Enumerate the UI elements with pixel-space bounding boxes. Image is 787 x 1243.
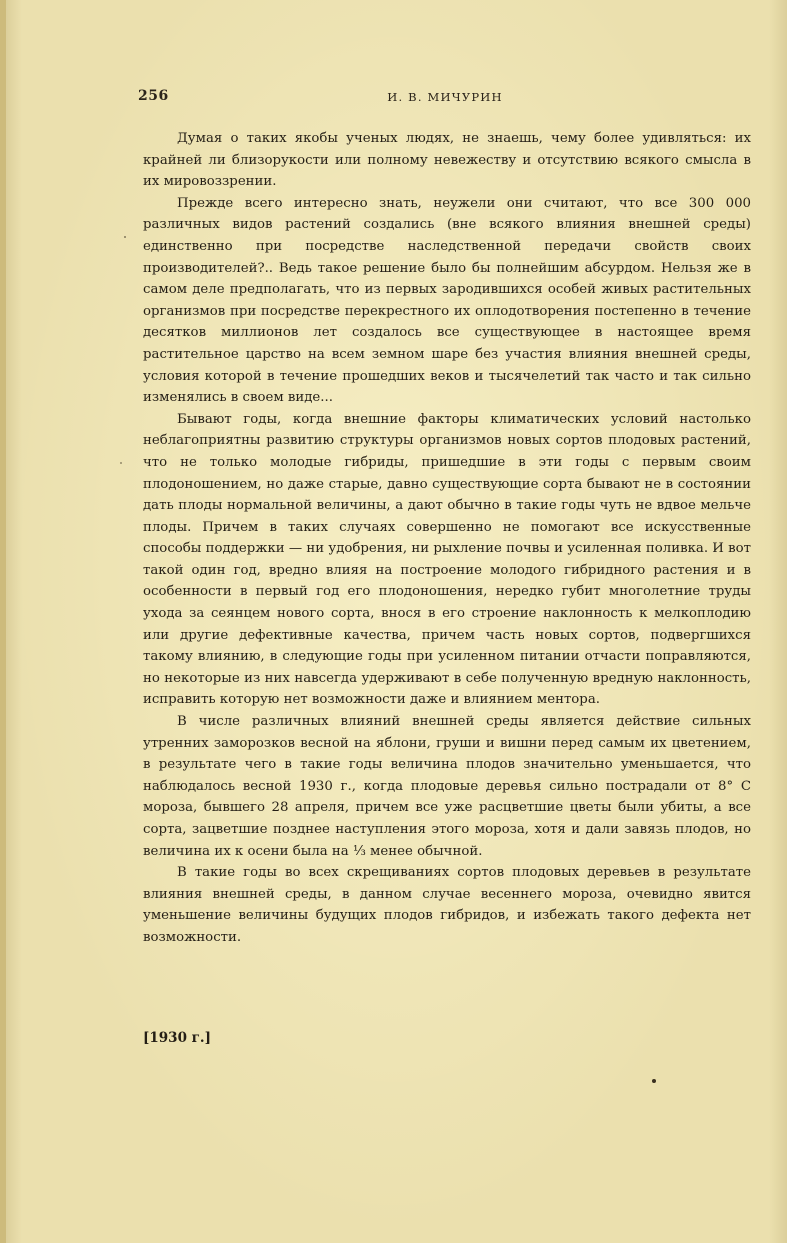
date-signature: [1930 г.] xyxy=(143,1030,212,1046)
page-header xyxy=(138,88,752,110)
body-text xyxy=(143,128,751,949)
paragraph-3: Бывают годы, когда внешние факторы климатических условий настолько неблагоприятны развитию структуры организмов новых сортов плодовых растений, что не только молодые гибриды, пришедшие в эти годы с первым своим плодоношением, но даже старые, давно существующие сорта бывают не в состоянии дать плоды нормальной величины, а дают обычно в такие годы чуть не вдвое мельче плоды. Причем в таких случаях совершенно не помогают все искусственные способы поддержки — ни удобрения, ни рыхление почвы и усиленная поливка. И вот такой один год, вредно влияя на построение молодого гибридного растения и в особенности в первый год его плодоношения, нередко губит многолетние труды ухода за сеянцем нового сорта, внося в его строение наклонность к мелкоплодию или другие дефективные качества, причем часть новых сортов, подвергшихся такому влиянию, в следующие годы при усиленном питании отчасти поправляются, но некоторые из них навсегда удерживают в себе полученную вредную наклонность, исправить которую нет возможности даже и влиянием ментора. xyxy=(143,411,751,708)
paragraph-4: В числе различных влияний внешней среды является действие сильных утренних заморозков весной на яблони, груши и вишни перед самым их цветением, в результате чего в такие годы величина плодов значительно уменьшается, что наблюдалось весной 1930 г., когда плодовые деревья сильно пострадали от 8° С мороза, бывшего 28 апреля, причем все уже расцветшие цветы были убиты, а все сорта, зацветшие позднее наступления этого мороза, хотя и дали завязь плодов, но величина их к осени была на ⅓ менее обычной. xyxy=(143,714,751,859)
paragraph-2: Прежде всего интересно знать, неужели они считают, что все 300 000 различных видов растений создались (вне всякого влияния внешней среды) единственно при посредстве наследственной передачи свойств своих производителей?.. Ведь такое решение было бы полнейшим абсурдом. Нельзя же в самом деле предполагать, что из первых зародившихся особей живых растительных организмов при посредстве перекрестного их оплодотворения постепенно в течение десятков миллионов лет создалось все существующее в настоящее время растительное царство на всем земном шаре без участия влияния внешней среды, условия которой в течение прошедших веков и тысячелетий так часто и так сильно изменялись в своем виде... xyxy=(143,195,751,406)
running-head: И. В. МИЧУРИН xyxy=(387,90,503,104)
paragraph-5: В такие годы во всех скрещиваниях сортов плодовых деревьев в результате влияния внешней среды, в данном случае весеннего мороза, очевидно явится уменьшение величины будущих плодов гибридов, и избежать такого дефекта нет возможности. xyxy=(143,865,751,945)
page-edge-shadow xyxy=(0,0,6,1243)
print-speck xyxy=(120,462,122,464)
print-speck xyxy=(652,1079,656,1083)
paragraph-1: Думая о таких якобы ученых людях, не знаешь, чему более удивляться: их крайней ли близорукости или полному невежеству и отсутствию всякого смысла в их мировоззрении. xyxy=(143,131,751,190)
page-number: 256 xyxy=(138,88,169,104)
print-speck xyxy=(124,236,126,238)
